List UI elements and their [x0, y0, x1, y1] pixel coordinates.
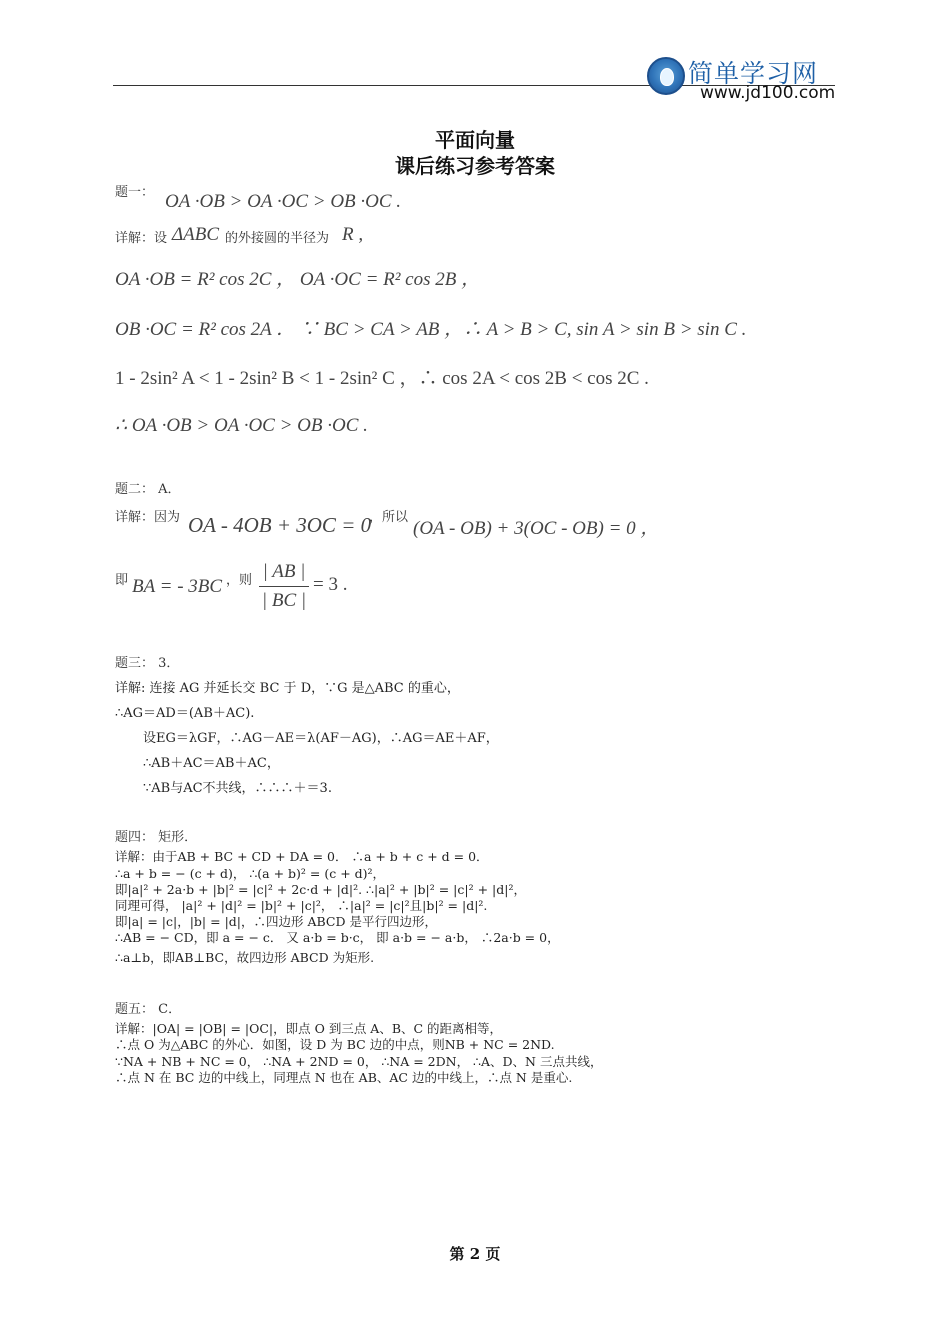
q3-line4: ∴AB＋AC＝AB＋AC，	[143, 756, 280, 771]
logo-emblem-icon	[647, 57, 685, 95]
q2-middle: ，所以	[369, 510, 409, 525]
q5-label: 题五： C．	[115, 1002, 182, 1017]
q4-line3: 即|a|² + 2a·b + |b|² = |c|² + 2c·d + |d|². ∴|a|² + |b|² = |c|² + |d|²，	[115, 882, 526, 897]
q1-triangle: ΔABC	[172, 224, 220, 245]
page-subtitle: 课后练习参考答案	[395, 154, 555, 178]
leaf-icon	[660, 68, 674, 86]
q1-line4: ∴ OA ·OB > OA ·OC > OB ·OC .	[115, 415, 368, 436]
q2-eq3: BA = - 3BC	[132, 576, 223, 597]
logo-url: www.jd100.com	[700, 83, 836, 103]
q1-label: 题一：	[115, 185, 155, 200]
q2-ji: 即	[115, 573, 129, 588]
q1-answer: OA ·OB > OA ·OC > OB ·OC .	[165, 191, 402, 212]
logo-name: 简单学习网	[688, 59, 819, 88]
q2-label: 题二： A．	[115, 482, 181, 497]
q4-line7: ∴a⊥b，即AB⊥BC，故四边形 ABCD 为矩形.	[115, 950, 375, 965]
q5-line1: 详解：|OA| = |OB| = |OC|，即点 O 到三点 A、B、C 的距离相等，	[115, 1021, 503, 1036]
page-number: 第 2 页	[449, 1245, 501, 1263]
q5-line2: ∴点 O 为△ABC 的外心．如图，设 D 为 BC 边的中点，则NB + NC = 2ND.	[115, 1037, 555, 1052]
page-title: 平面向量	[435, 128, 515, 152]
q1-line1: OA ·OB = R² cos 2C ， OA ·OC = R² cos 2B ，	[115, 269, 481, 290]
q3-line5: ∵AB与AC不共线，∴∴∴＋＝3.	[143, 781, 332, 796]
q4-line2: ∴a + b = − (c + d)， ∴(a + b)² = (c + d)²，	[115, 866, 386, 881]
q1-radius: R ,	[342, 224, 364, 245]
q1-line3: 1 - 2sin² A < 1 - 2sin² B < 1 - 2sin² C ，∴ cos 2A < cos 2B < cos 2C .	[115, 368, 649, 389]
q2-eq2: (OA - OB) + 3(OC - OB) = 0 ，	[413, 518, 660, 539]
q4-label: 题四： 矩形．	[115, 830, 198, 845]
q2-frac-den: | BC |	[261, 590, 307, 611]
q3-line1: 详解: 连接 AG 并延长交 BC 于 D，∵G 是△ABC 的重心，	[115, 681, 460, 696]
q3-line2: ∴AG＝AD＝(AB＋AC).	[115, 706, 255, 721]
q5-line3: ∵NA + NB + NC = 0， ∴NA + 2ND = 0， ∴NA = 2DN， ∴A、D、N 三点共线，	[115, 1054, 603, 1069]
q3-line3: 设EG＝λGF，∴AG－AE＝λ(AF－AG)，∴AG＝AE＋AF，	[143, 731, 499, 746]
q2-eq1: OA - 4OB + 3OC = 0	[188, 513, 372, 537]
q5-line4: ∴点 N 在 BC 边的中线上，同理点 N 也在 AB、AC 边的中线上，∴点 N 是重心.	[115, 1070, 573, 1085]
q1-line2: OB ·OC = R² cos 2A ． ∵ BC > CA > AB ，∴ A > B > C, sin A > sin B > sin C .	[115, 319, 747, 340]
q3-label: 题三： 3．	[115, 656, 180, 671]
q1-detail-prefix: 详解：设	[115, 231, 168, 246]
q4-line6: ∴AB = − CD，即 a = − c． 又 a·b = b·c， 即 a·b = − a·b， ∴2a·b = 0，	[115, 930, 560, 945]
q4-line4: 同理可得， |a|² + |d|² = |b|² + |c|²， ∴|a|² = |c|²且|b|² = |d|².	[115, 898, 488, 913]
q4-line1: 详解：由于AB + BC + CD + DA = 0． ∴a + b + c + d = 0．	[115, 849, 489, 864]
q4-line5: 即|a| = |c|，|b| = |d|，∴四边形 ABCD 是平行四边形，	[115, 914, 437, 929]
q2-fraction	[259, 560, 309, 613]
q2-detail-prefix: 详解：因为	[115, 510, 181, 525]
q1-detail-suffix: 的外接圆的半径为	[225, 231, 330, 246]
q2-ze: ，则	[226, 573, 253, 588]
q2-result: = 3 .	[313, 574, 348, 595]
q2-frac-num: | AB |	[262, 561, 306, 582]
fraction-bar	[259, 586, 309, 587]
